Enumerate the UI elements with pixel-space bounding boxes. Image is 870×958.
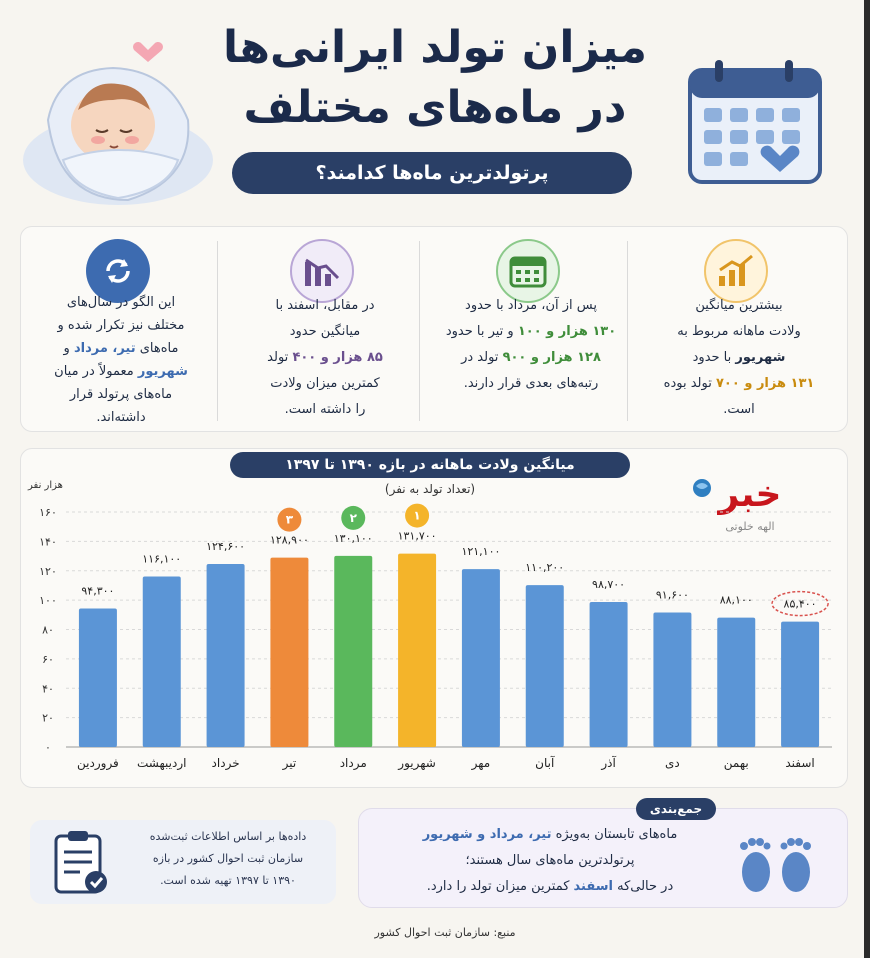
- data-label: ۱۱۰,۲۰۰: [525, 561, 565, 575]
- y-tick-label: ۶۰: [42, 652, 54, 666]
- watermark-author: الهه خلوتی: [725, 520, 775, 533]
- data-label: ۱۳۱,۷۰۰: [397, 529, 437, 543]
- page-title-line2: در ماه‌های مختلف: [243, 82, 627, 133]
- info-card-lowest-text: در مقابل، اسفند با میانگین حدود ۸۵ هزار و ۴۰۰ تولد کمترین میزان ولادت را داشته است.: [267, 298, 383, 417]
- x-tick-label: اردیبهشت: [137, 756, 187, 770]
- chart-subtitle: (تعداد تولد به نفر): [384, 482, 476, 496]
- info-card-highest-text: بیشترین میانگین ولادت ماهانه مربوط به شهریور با حدود ۱۳۱ هزار و ۷۰۰ تولد بوده است.: [663, 298, 815, 417]
- bar-chart: [22, 500, 842, 785]
- bar: [143, 576, 181, 747]
- data-label: ۱۲۸,۹۰۰: [269, 533, 309, 547]
- data-note-text: داده‌ها بر اساس اطلاعات ثبت‌شده سازمان ثبت احوال کشور در بازه ۱۳۹۰ تا ۱۳۹۷ تهیه شده است.: [149, 830, 307, 887]
- page-subtitle: پرتولدترین ماه‌ها کدامند؟: [232, 152, 632, 194]
- baby-illustration: [18, 40, 218, 220]
- rank-badge-label: ۳: [285, 512, 294, 527]
- chart-title: میانگین ولادت ماهانه در بازه ۱۳۹۰ تا ۱۳۹۷: [230, 452, 630, 478]
- y-tick-label: ۱۴۰: [39, 535, 57, 549]
- x-tick-label: بهمن: [723, 756, 749, 770]
- bar: [590, 602, 628, 747]
- calendar-illustration: [670, 56, 830, 196]
- source-caption: منبع: سازمان ثبت احوال کشور: [374, 926, 516, 939]
- bar: [653, 612, 691, 747]
- x-tick-label: آبان: [535, 756, 555, 770]
- data-label: ۱۱۶,۱۰۰: [142, 552, 182, 566]
- bar: [781, 622, 819, 747]
- x-tick-label: دی: [665, 756, 680, 770]
- x-tick-label: شهریور: [398, 756, 436, 770]
- y-axis-label: هزار نفر: [28, 480, 63, 491]
- summary-tag: جمع‌بندی: [636, 798, 716, 820]
- info-card-next: [431, 227, 631, 433]
- data-label: ۹۸,۷۰۰: [592, 578, 626, 592]
- info-cards-panel: [20, 226, 848, 432]
- baby-feet-icon: [726, 832, 826, 896]
- info-card-pattern: [21, 227, 221, 433]
- bar: [526, 585, 564, 747]
- y-tick-label: ۱۶۰: [39, 506, 57, 519]
- bar: [717, 618, 755, 747]
- x-tick-label: آذر: [601, 756, 616, 770]
- y-tick-label: ۸۰: [42, 623, 54, 637]
- x-tick-label: اسفند: [785, 756, 815, 770]
- x-tick-label: تیر: [282, 756, 297, 770]
- window-edge: [864, 0, 870, 958]
- y-tick-label: ۰: [45, 741, 51, 754]
- x-tick-label: مرداد: [339, 756, 367, 770]
- bar: [334, 556, 372, 747]
- data-label: ۸۸,۱۰۰: [719, 593, 753, 607]
- data-label: ۱۳۰,۱۰۰: [333, 531, 373, 545]
- x-tick-label: مهر: [471, 756, 491, 770]
- data-label: ۹۱,۶۰۰: [655, 588, 689, 602]
- rank-badge-label: ۱: [413, 508, 421, 523]
- bar: [398, 554, 436, 747]
- data-label: ۱۲۱,۱۰۰: [461, 545, 501, 559]
- info-card-pattern-text: این الگو در سال‌های مختلف نیز تکرار شده و ماه‌های تیر، مرداد و شهریور معمولاً در میان ماه‌های پرتولد قرار داشته‌اند.: [54, 295, 188, 425]
- page-title-line1: میزان تولد ایرانی‌ها: [222, 22, 647, 73]
- data-label: ۹۴,۳۰۰: [81, 584, 115, 598]
- data-label: ۸۵,۴۰۰: [783, 597, 817, 611]
- y-tick-label: ۲۰: [42, 711, 54, 725]
- rank-badge-label: ۲: [349, 510, 357, 525]
- info-card-highest: [639, 227, 839, 433]
- bar: [462, 569, 500, 747]
- y-tick-label: ۴۰: [42, 682, 54, 696]
- clipboard-check-icon: [50, 828, 112, 896]
- info-card-next-text: پس از آن، مرداد با حدود ۱۳۰ هزار و ۱۰۰ و تیر با حدود ۱۲۸ هزار و ۹۰۰ تولد در رتبه‌های بعدی قرار دارند.: [445, 298, 617, 391]
- summary-text: ماه‌های تابستان به‌ویژه تیر، مرداد و شهریور پرتولدترین ماه‌های سال هستند؛ در حالی‌که اسفند کمترین میزان تولد را دارد.: [422, 827, 678, 894]
- bar: [207, 564, 245, 747]
- y-tick-label: ۱۰۰: [39, 594, 57, 608]
- bar: [270, 558, 308, 747]
- x-tick-label: خرداد: [211, 756, 240, 770]
- data-label: ۱۲۴,۶۰۰: [206, 539, 246, 553]
- y-tick-label: ۱۲۰: [39, 564, 57, 578]
- x-tick-label: فروردین: [77, 756, 119, 770]
- info-card-lowest: [225, 227, 425, 433]
- watermark-logo: خبر: [718, 474, 782, 515]
- bar: [79, 608, 117, 747]
